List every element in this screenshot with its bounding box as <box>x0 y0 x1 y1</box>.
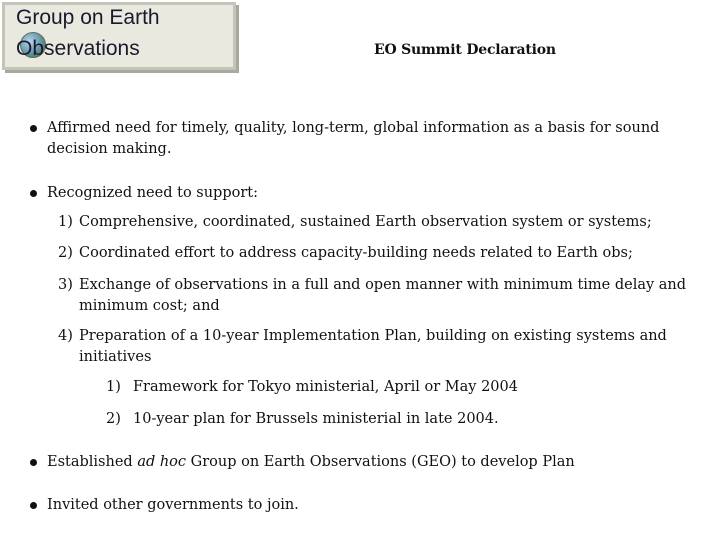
sub-sub-item-2 <box>106 409 686 430</box>
bullet-text <box>47 452 700 473</box>
bullet-text: Affirmed need for timely, quality, long-term, global information as a basis for sound decision making. <box>47 120 660 157</box>
sub-item-number: 2) <box>58 245 73 261</box>
bullet-text-after: Group on Earth Observations (GEO) to develop Plan <box>186 454 575 470</box>
bullet-item-invited <box>30 495 700 516</box>
sub-item-2 <box>58 243 698 264</box>
sub-sub-item-1 <box>106 377 686 398</box>
sub-item-4 <box>58 326 698 368</box>
sub-sub-item-number: 1) <box>106 379 121 395</box>
sub-item-text: Comprehensive, coordinated, sustained Earth observation system or systems; <box>79 214 652 230</box>
sub-item-3 <box>58 275 698 317</box>
bullet-icon <box>30 502 37 509</box>
bullet-icon <box>30 190 37 197</box>
bullet-text-italic: ad hoc <box>137 454 187 470</box>
sub-item-text: Exchange of observations in a full and open manner with minimum time delay and minimum cost; and <box>79 277 687 314</box>
sub-item-number: 3) <box>58 277 73 293</box>
sub-item-text: Preparation of a 10-year Implementation Plan, building on existing systems and initiatives <box>79 328 667 365</box>
sub-sub-item-text: Framework for Tokyo ministerial, April or May 2004 <box>133 379 518 395</box>
sub-item-text: Coordinated effort to address capacity-building needs related to Earth obs; <box>79 245 633 261</box>
bullet-item-established <box>30 452 700 473</box>
bullet-item-affirmed <box>30 118 700 160</box>
sub-item-1 <box>58 212 698 233</box>
logo-text-line1: Group on Earth <box>16 6 160 29</box>
sub-item-number: 4) <box>58 328 73 344</box>
geo-logo <box>2 2 240 74</box>
bullet-text: Recognized need to support: <box>47 185 258 201</box>
bullet-text: Invited other governments to join. <box>47 497 299 513</box>
bullet-text-before: Established <box>47 454 138 470</box>
bullet-item-recognized <box>30 183 700 204</box>
page-title: EO Summit Declaration <box>374 42 556 58</box>
sub-sub-item-number: 2) <box>106 411 121 427</box>
sub-item-number: 1) <box>58 214 73 230</box>
sub-sub-item-text: 10-year plan for Brussels ministerial in late 2004. <box>133 411 499 427</box>
bullet-icon <box>30 459 37 466</box>
logo-text-line2: Observations <box>16 37 140 60</box>
bullet-icon <box>30 125 37 132</box>
